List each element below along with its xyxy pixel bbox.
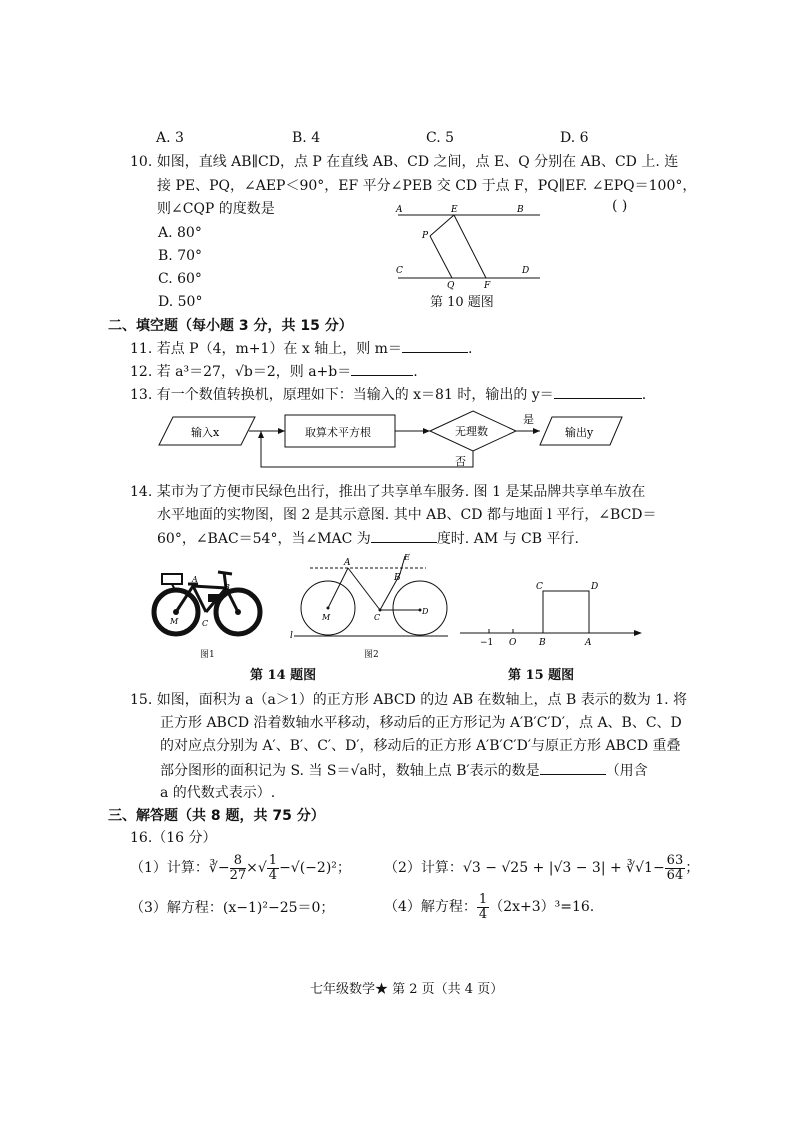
q10-label-f: F (484, 281, 491, 290)
q9-option-c: C. 5 (426, 130, 455, 146)
q10-answer-paren: ( ) (612, 198, 628, 214)
square-abcd (543, 591, 589, 633)
section2-title: 二、填空题（每小题 3 分，共 15 分） (108, 318, 353, 334)
bike-battery (208, 594, 220, 602)
schematic-label-e: E (404, 553, 410, 562)
page-footer: 七年级数学★ 第 2 页（共 4 页） (310, 982, 504, 997)
schematic-label-d: D (422, 607, 429, 616)
q10-figure (390, 200, 550, 290)
q13: 13. 有一个数值转换机，原理如下：当输入的 x＝81 时，输出的 y＝ . (130, 384, 646, 405)
flow-arrowhead-loop (258, 431, 264, 438)
q15-line1: 15. 如图，面积为 a（a＞1）的正方形 ABCD 的边 AB 在数轴上，点 B 表示的数为 1. 将 (130, 692, 688, 708)
flow-output-label: 输出y (565, 426, 594, 439)
bike-schematic (288, 552, 458, 647)
bike-label-a: A (192, 575, 198, 584)
q11: 11. 若点 P（4，m+1）在 x 轴上，则 m＝ . (130, 338, 472, 359)
q12: 12. 若 a³＝27，√b＝2，则 a+b＝ . (130, 361, 418, 382)
fig15-label-o: O (509, 638, 517, 647)
q10-line2: 接 PE、PQ，∠AEP＜90°，EF 平分∠PEB 交 CD 于点 F，PQ∥EF. ∠EPQ＝100°， (157, 178, 697, 194)
fraction-8-27: $\frac{8}{27}$ (229, 852, 247, 883)
q15-line4: 部分图形的面积记为 S. 当 S＝√a时，数轴上点 B′表示的数是 （用含 (160, 760, 648, 781)
q10-option-d: D. 50° (158, 294, 203, 310)
q10-label-q: Q (447, 281, 455, 290)
schematic-label-b: B (394, 573, 401, 583)
schematic-ac (348, 568, 380, 610)
schematic-label-l: l (290, 631, 293, 641)
schematic-label-m: M (322, 613, 331, 622)
q10-label-p: P (422, 231, 429, 241)
q10-option-c: C. 60° (158, 271, 202, 287)
schematic-label-c: C (374, 613, 381, 622)
q14-line1: 14. 某市为了方便市民绿色出行，推出了共享单车服务. 图 1 是某品牌共享单车放在 (130, 484, 646, 500)
fig15-label-b: B (539, 638, 546, 647)
q10-label-d: D (522, 266, 530, 276)
schematic-am (328, 568, 348, 608)
bike-label-m: M (170, 617, 179, 626)
schematic-front-wheel (393, 581, 447, 635)
q16-part1: （1）计算：∛− $\frac{8}{27}$ ×√ $\frac{1}{4}$ −√(−2)²； (130, 852, 351, 883)
fig15-label-neg1: −1 (480, 638, 494, 647)
bicycle-photo (148, 560, 268, 640)
section3-title: 三、解答题（共 8 题，共 75 分） (108, 808, 325, 824)
q16-part3: （3）解方程：(x−1)²−25＝0； (130, 900, 335, 916)
flow-input-label: 输入x (191, 426, 220, 439)
fraction-1-4: $\frac{1}{4}$ (268, 852, 278, 883)
q9-option-b: B. 4 (292, 130, 321, 146)
q13-flowchart (155, 405, 625, 475)
q10-line1: 10. 如图，直线 AB∥CD，点 P 在直线 AB、CD 之间，点 E、Q 分别在 AB、CD 上. 连 (130, 154, 679, 170)
bike-handlebar (218, 572, 232, 574)
q10-option-a: A. 80° (158, 225, 202, 241)
q10-seg-pe (430, 215, 454, 236)
q10-line3: 则∠CQP 的度数是 (157, 201, 275, 217)
q10-label-b: B (517, 205, 524, 215)
q10-label-c: C (396, 266, 403, 276)
q15-line2: 正方形 ABCD 沿着数轴水平移动，移动后的正方形记为 A′B′C′D′，点 A、B、C、D (160, 715, 682, 731)
flow-yes-label: 是 (523, 413, 534, 426)
fig15-label-c: C (536, 582, 543, 592)
fig14-caption: 第 14 题图 (250, 668, 317, 683)
fraction-1-4-eq: $\frac{1}{4}$ (478, 891, 488, 922)
q14-line2: 水平地面的实物图，图 2 是其示意图. 其中 AB、CD 都与地面 l 平行，∠BCD＝ (157, 507, 657, 523)
fig2-label: 图2 (364, 650, 379, 660)
flow-arrowhead-1 (278, 428, 285, 434)
q15-line3: 的对应点分别为 A′、B′、C′、D′，移动后的正方形 A′B′C′D′与原正方形 ABCD 重叠 (160, 738, 681, 754)
q16-part2: （2）计算：√3 − √25 + |√3 − 3| + ∛√1− $\frac{63}{64}$ ； (384, 852, 700, 883)
q10-label-a: A (396, 205, 403, 215)
fig15-caption: 第 15 题图 (508, 668, 575, 683)
q16-title: 16.（16 分） (130, 830, 217, 846)
q10-label-e: E (451, 205, 458, 215)
sqrt-a: √a (350, 763, 368, 779)
q10-figure-caption: 第 10 题图 (430, 295, 494, 310)
q9-option-a: A. 3 (156, 130, 184, 146)
q16-part4: （4）解方程： $\frac{1}{4}$ （2x+3）³=16. (384, 891, 595, 922)
flow-arrowhead-yes (533, 428, 540, 434)
fig15-number-line (458, 575, 648, 647)
schematic-label-a: A (344, 558, 351, 568)
bike-label-b: B (224, 583, 230, 592)
fig1-label: 图1 (200, 650, 215, 660)
fraction-63-64: $\frac{63}{64}$ (666, 852, 684, 883)
number-line-arrow (634, 630, 642, 636)
q10-seg-ef (454, 215, 486, 278)
q10-seg-pq (430, 236, 452, 278)
q9-option-d: D. 6 (560, 130, 589, 146)
fig15-label-a: A (585, 638, 592, 647)
bike-basket (162, 574, 182, 584)
flow-decision-label: 无理数 (455, 425, 488, 438)
sqrt-b: √b (234, 364, 253, 380)
q14-line3: 60°，∠BAC＝54°，当∠MAC 为 度时. AM 与 CB 平行. (157, 528, 579, 549)
flow-no-label: 否 (455, 455, 466, 468)
fig15-label-d: D (591, 582, 599, 592)
q10-option-b: B. 70° (158, 248, 203, 264)
flow-process-label: 取算术平方根 (305, 426, 371, 439)
bike-label-c: C (202, 619, 209, 628)
q15-line5: a 的代数式表示）. (160, 785, 276, 801)
